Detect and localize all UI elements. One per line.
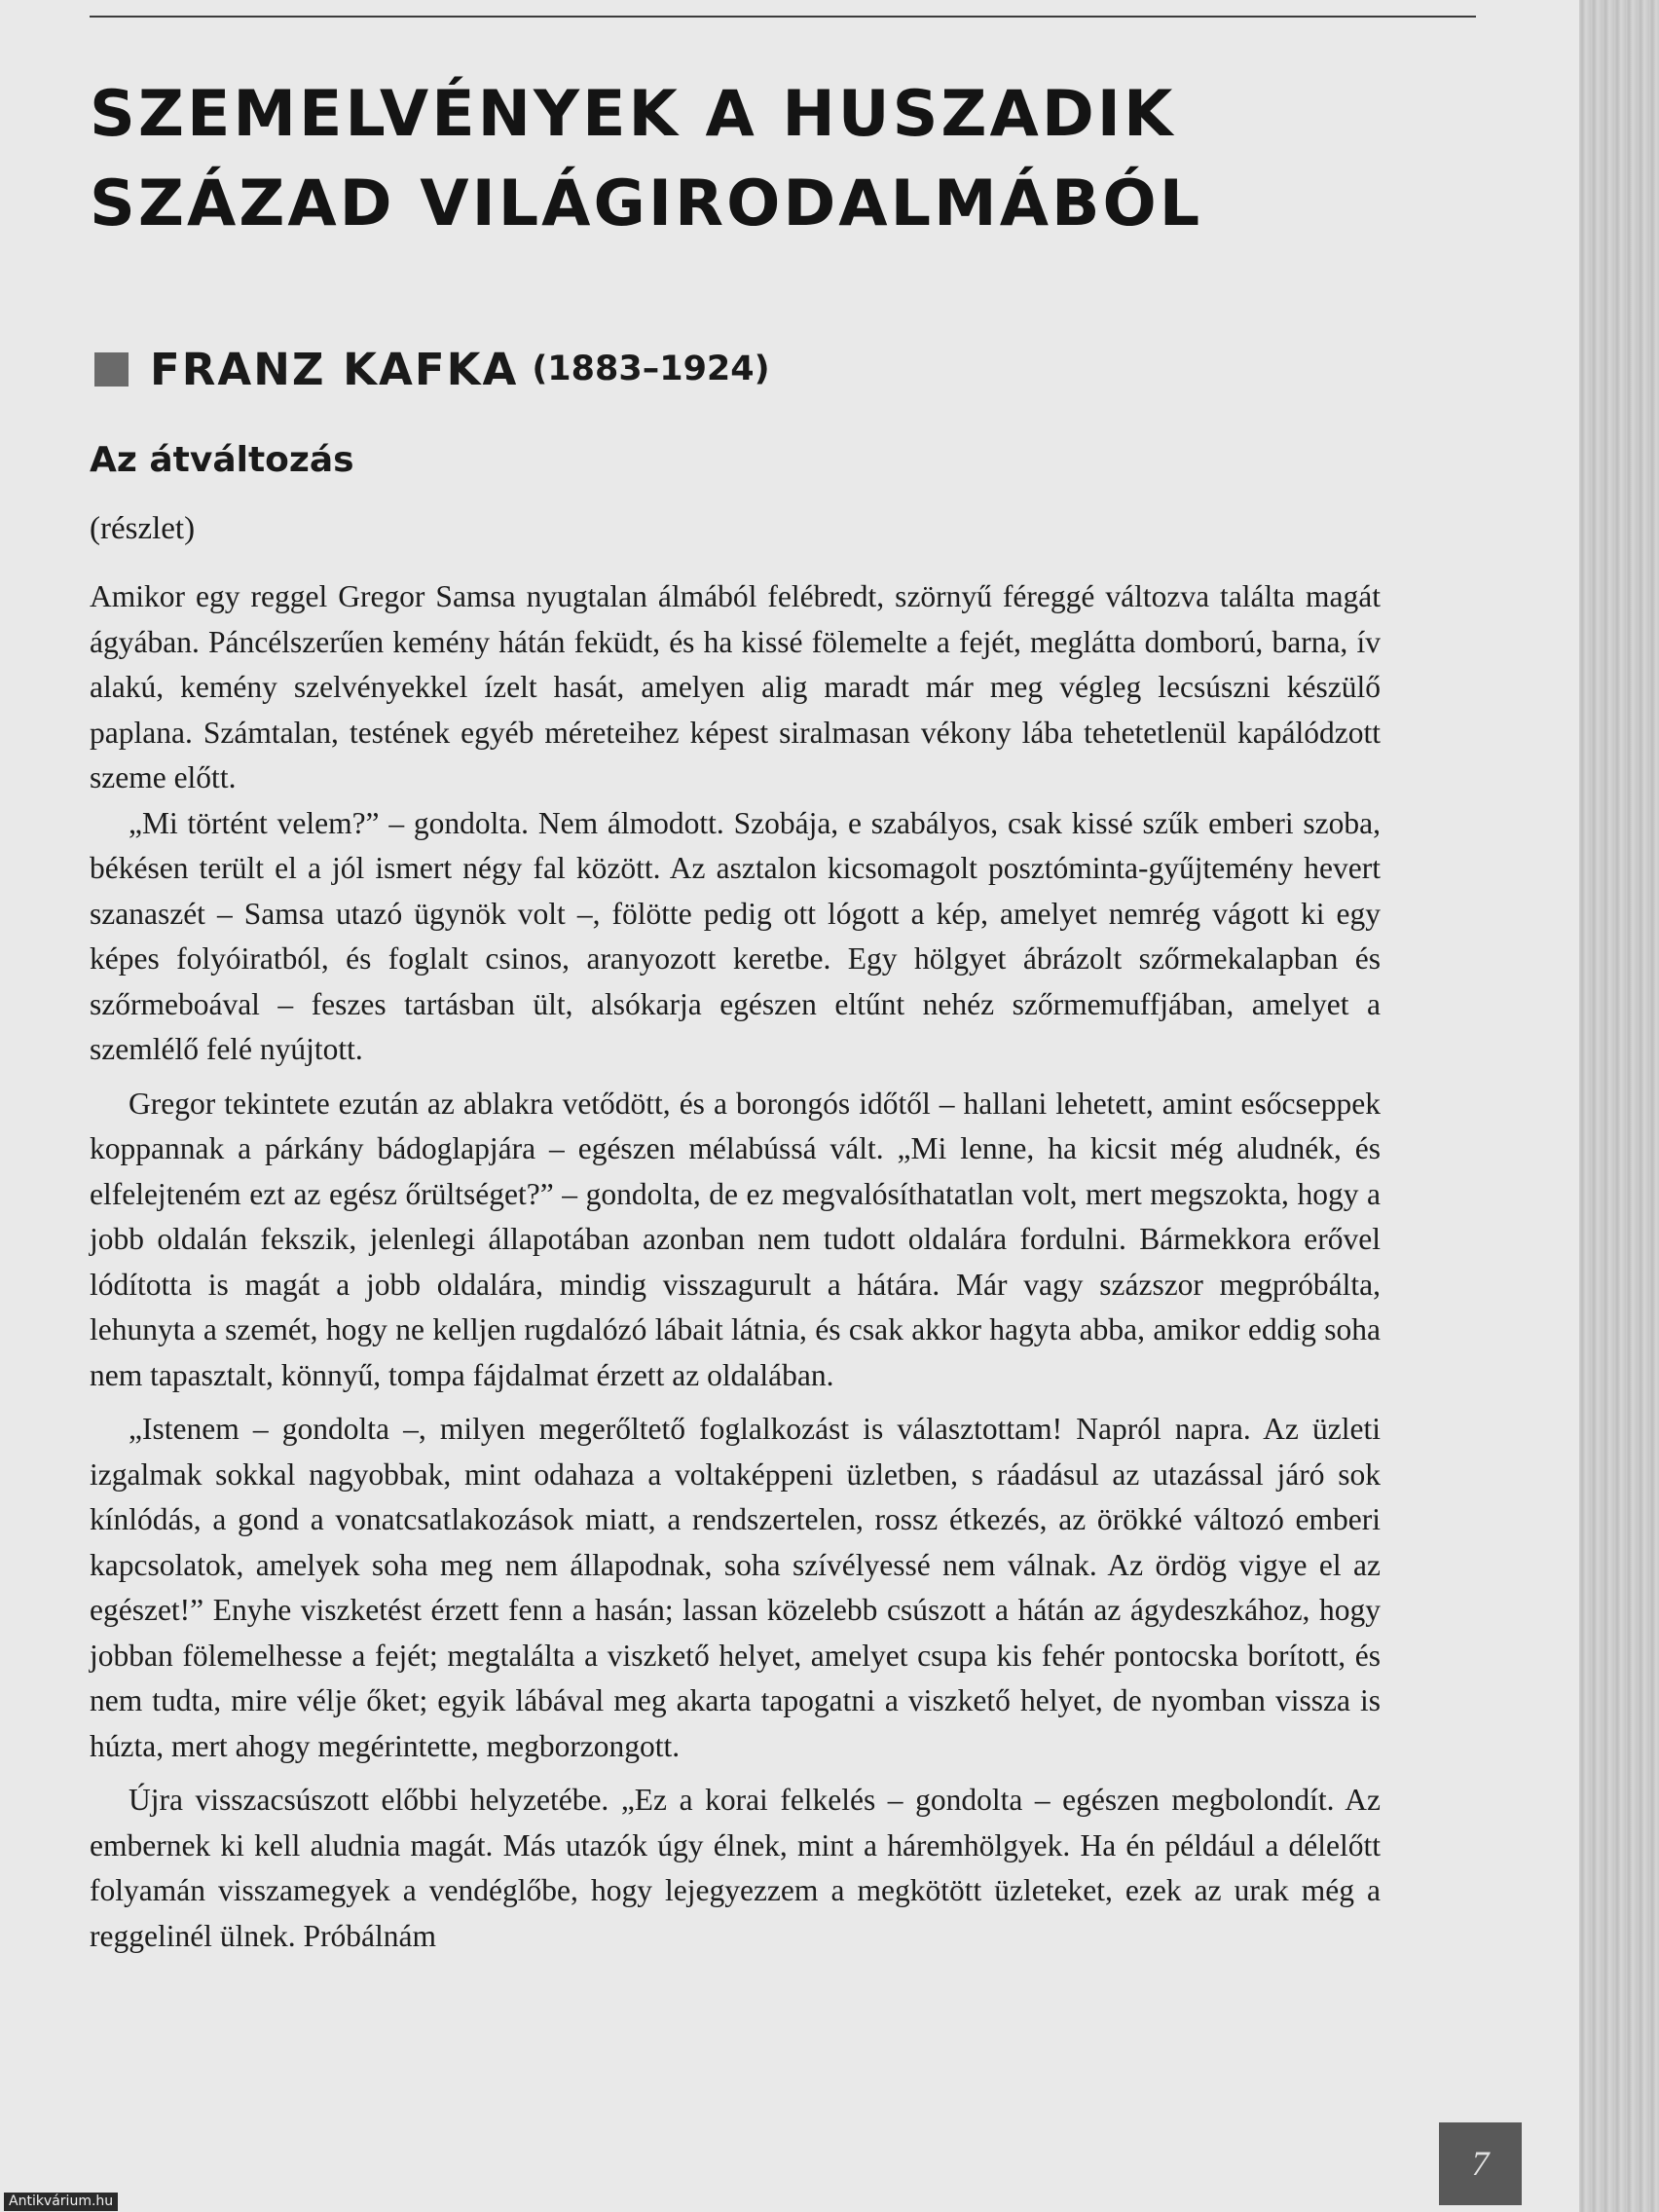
paragraph: „Istenem – gondolta –, milyen megerőltető foglalkozást is választottam! Napról napra. Az üzleti izgalmak sokkal nagyobbak, mint odahaza a voltaképpeni üzletben, s ráadásul az utazással járó sok kínlódás, a gond a vonatcsatlakozások miatt, a rendszertelen, rossz étkezés, az örökké változó emberi kapcsolatok, amelyek soha meg nem állapodnak, soha szívélyessé nem válnak. Az ördög vigye el az egészet!” Enyhe viszketést érzett fenn a hasán; lassan közelebb csúszott a hátán az ágydeszkához, hogy jobban fölemelhesse a fejét; megtalálta a viszkető helyet, amelyet csupa kis fehér pontocska borított, és nem tudta, mire vélje őket; egyik lábával meg akarta tapogatni a viszkető helyet, de nyomban vissza is húzta, mert ahogy megérintette, megborzongott. <box>90 1412 1381 1763</box>
chapter-title <box>90 70 1492 249</box>
paragraph: Amikor egy reggel Gregor Samsa nyugtalan álmából felébredt, szörnyű féreggé változva találta magát ágyában. Páncélszerűen kemény hátán feküdt, és ha kissé fölemelte a fejét, meglátta domború, barna, ív alakú, kemény szelvényekkel ízelt hasát, amelyen alig maradt már meg végleg lecsúszni készülő paplana. Számtalan, testének egyéb méreteihez képest siralmasan vékony lába tehetetlenül kapálódzott szeme előtt. <box>90 579 1381 794</box>
chapter-title-line-1: SZEMELVÉNYEK A HUSZADIK <box>90 78 1176 151</box>
chapter-title-line-2: SZÁZAD VILÁGIRODALMÁBÓL <box>90 167 1203 240</box>
square-bullet-icon <box>94 352 129 387</box>
excerpt-text <box>90 574 1381 1959</box>
paragraph: Újra visszacsúszott előbbi helyzetébe. „Ez a korai felkelés – gondolta – egészen megbolondít. Az embernek ki kell aludnia magát. Más utazók úgy élnek, mint a háremhölgyek. Ha én például a délelőtt folyamán visszamegyek a vendéglőbe, hogy lejegyezzem a megkötött üzleteket, ezek az urak még a reggelinél ülnek. Próbálnám <box>90 1783 1381 1953</box>
work-title: Az átváltozás <box>90 440 354 480</box>
author-name: FRANZ KAFKA <box>150 343 519 395</box>
page-number: 7 <box>1439 2122 1522 2205</box>
top-rule <box>90 16 1476 18</box>
site-watermark: Antikvárium.hu <box>4 2193 118 2211</box>
paragraph: Gregor tekintete ezután az ablakra vetődött, és a borongós időtől – hallani lehetett, amint esőcseppek koppannak a párkány bádoglapjára – egészen mélabússá vált. „Mi lenne, ha kicsit még aludnék, és elfelejteném ezt az egész őrültséget?” – gondolta, de ez megvalósíthatatlan volt, mert megszokta, hogy a jobb oldalán fekszik, jelenlegi állapotában azonban nem tudott oldalára fordulni. Bármekkora erővel lódította is magát a jobb oldalára, mindig visszagurult a hátára. Már vagy százszor megpróbálta, lehunyta a szemét, hogy ne kelljen rugdalózó lábait látnia, és csak akkor hagyta abba, amikor eddig soha nem tapasztalt, könnyű, tompa fájdalmat érzett az oldalában. <box>90 1086 1381 1392</box>
excerpt-label: (részlet) <box>90 511 196 546</box>
paragraph: „Mi történt velem?” – gondolta. Nem álmodott. Szobája, e szabályos, csak kissé szűk emberi szoba, békésen terült el a jól ismert négy fal között. Az asztalon kicsomagolt posztóminta-gyűjtemény hevert szanaszét – Samsa utazó ügynök volt –, fölötte pedig ott lógott a kép, amelyet nemrég vágott ki egy képes folyóiratból, és foglalt csinos, aranyozott keretbe. Egy hölgyet ábrázolt szőrmekalapban és szőrmeboával – feszes tartásban ült, alsókarja egészen eltűnt nehéz szőrmemuffjában, amelyet a szemlélő felé nyújtott. <box>90 805 1381 1066</box>
author-heading <box>94 337 770 401</box>
author-years: (1883–1924) <box>532 350 770 388</box>
adjacent-page-edge <box>1579 0 1659 2212</box>
